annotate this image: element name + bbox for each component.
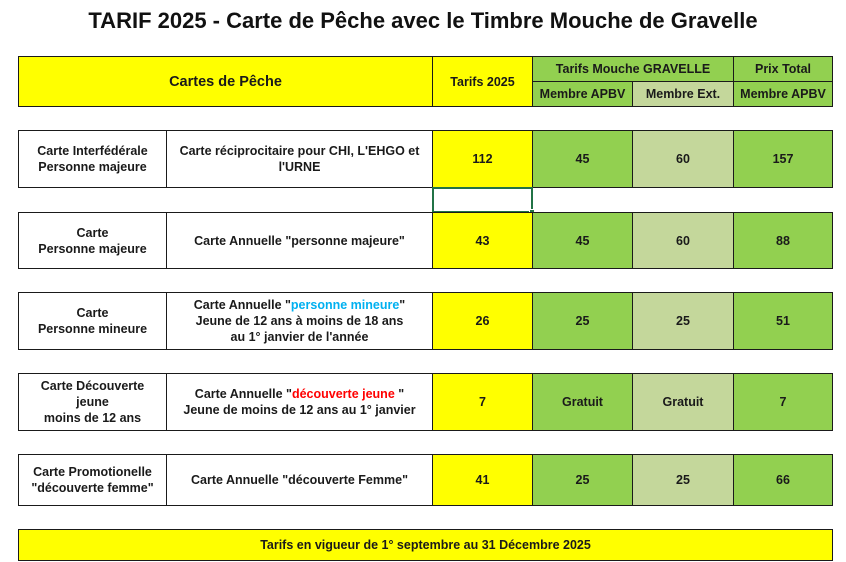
header-total-membre-apbv[interactable] [733, 81, 833, 107]
tarif-value: 41 [475, 473, 490, 487]
category-line: Personne majeure [38, 160, 147, 174]
category-line: moins de 12 ans [43, 411, 142, 425]
total-value: 7 [779, 395, 787, 409]
header-membre-apbv[interactable] [532, 81, 633, 107]
total-value: 88 [776, 233, 790, 248]
row-category-cell[interactable] [18, 212, 167, 269]
membre-apbv-value: 45 [575, 233, 590, 248]
total-cell[interactable] [733, 292, 833, 350]
description-highlight: personne mineure [290, 298, 400, 312]
category-line: Carte Promotionelle [33, 465, 152, 479]
membre-ext-cell[interactable] [632, 212, 734, 269]
total-cell[interactable] [733, 130, 833, 188]
category-line: Carte [76, 306, 109, 320]
footer-validity-banner[interactable] [18, 529, 833, 561]
description-suffix: " [399, 298, 406, 312]
category-line: "découverte femme" [31, 481, 154, 495]
membre-apbv-cell[interactable] [532, 454, 633, 506]
row-description-cell[interactable] [166, 212, 433, 269]
header-mouche-label: Tarifs Mouche GRAVELLE [555, 62, 711, 76]
tarif-value: 26 [475, 314, 490, 328]
page-title: TARIF 2025 - Carte de Pêche avec le Timbre Mouche de Gravelle [88, 8, 758, 33]
tarif-cell[interactable] [432, 212, 533, 269]
tarif-cell[interactable] [432, 454, 533, 506]
membre-apbv-value: 45 [575, 152, 590, 166]
row-category-cell[interactable] [18, 454, 167, 506]
membre-ext-value: Gratuit [662, 395, 704, 409]
row-description-cell[interactable] [166, 292, 433, 350]
footer-validity-text: Tarifs en vigueur de 1° septembre au 31 Décembre 2025 [260, 538, 591, 552]
total-cell[interactable] [733, 454, 833, 506]
membre-ext-cell[interactable] [632, 130, 734, 188]
total-cell[interactable] [733, 373, 833, 431]
membre-ext-cell[interactable] [632, 454, 734, 506]
row-description-cell[interactable] [166, 454, 433, 506]
membre-ext-cell[interactable] [632, 292, 734, 350]
header-total-membre-apbv-label: Membre APBV [740, 87, 826, 101]
total-value: 157 [772, 152, 794, 166]
description-line: Carte Annuelle "personne majeure" [194, 233, 405, 248]
description-line: Jeune de moins de 12 ans au 1° janvier [183, 403, 416, 417]
membre-ext-value: 60 [676, 233, 690, 248]
tarif-cell[interactable] [432, 373, 533, 431]
description-line: Carte Annuelle "découverte Femme" [190, 473, 408, 487]
selected-cell[interactable] [432, 187, 533, 213]
header-tarifs-label: Tarifs 2025 [450, 74, 515, 89]
description-line: Carte réciprocitaire pour CHI, L'EHGO et [179, 144, 420, 158]
header-membre-ext-label: Membre Ext. [645, 87, 721, 101]
header-prix-total[interactable] [733, 56, 833, 82]
header-membre-apbv-label: Membre APBV [539, 87, 626, 101]
tarif-value: 7 [479, 395, 486, 409]
row-category-cell[interactable] [18, 130, 167, 188]
category-line: Carte [76, 225, 109, 240]
membre-apbv-cell[interactable] [532, 212, 633, 269]
total-cell[interactable] [733, 212, 833, 269]
header-membre-ext[interactable] [632, 81, 734, 107]
membre-apbv-value: 25 [575, 473, 590, 487]
header-tarifs-2025[interactable] [432, 56, 533, 107]
tarif-value: 43 [475, 233, 490, 248]
row-description-cell[interactable] [166, 373, 433, 431]
membre-ext-value: 25 [676, 473, 690, 487]
total-value: 66 [776, 473, 790, 487]
row-description-cell[interactable] [166, 130, 433, 188]
header-cartes-de-peche[interactable] [18, 56, 433, 107]
description-line: l'URNE [278, 160, 321, 174]
description-line: Jeune de 12 ans à moins de 18 ans [195, 314, 404, 328]
description-line: au 1° janvier de l'année [230, 330, 369, 344]
header-tarifs-mouche[interactable] [532, 56, 734, 82]
category-line: Personne majeure [38, 241, 147, 256]
description-prefix: Carte Annuelle " [194, 387, 292, 401]
membre-apbv-cell[interactable] [532, 373, 633, 431]
membre-apbv-cell[interactable] [532, 130, 633, 188]
membre-ext-cell[interactable] [632, 373, 734, 431]
category-line: Personne mineure [37, 322, 148, 336]
description-highlight: découverte jeune [291, 387, 399, 401]
tarif-value: 112 [472, 152, 493, 166]
category-line: Carte Découverte jeune [40, 379, 145, 409]
tarif-cell[interactable] [432, 130, 533, 188]
membre-apbv-value: 25 [575, 314, 590, 328]
membre-ext-value: 25 [676, 314, 690, 328]
tarif-cell[interactable] [432, 292, 533, 350]
header-prix-total-label: Prix Total [754, 62, 812, 76]
membre-apbv-value: Gratuit [562, 395, 603, 409]
membre-ext-value: 60 [676, 152, 690, 166]
row-category-cell[interactable] [18, 373, 167, 431]
row-category-cell[interactable] [18, 292, 167, 350]
description-suffix: " [398, 387, 405, 401]
category-line: Carte Interfédérale [37, 144, 148, 158]
description-prefix: Carte Annuelle " [193, 298, 291, 312]
membre-apbv-cell[interactable] [532, 292, 633, 350]
total-value: 51 [776, 314, 790, 328]
header-cartes-label: Cartes de Pêche [169, 73, 282, 90]
